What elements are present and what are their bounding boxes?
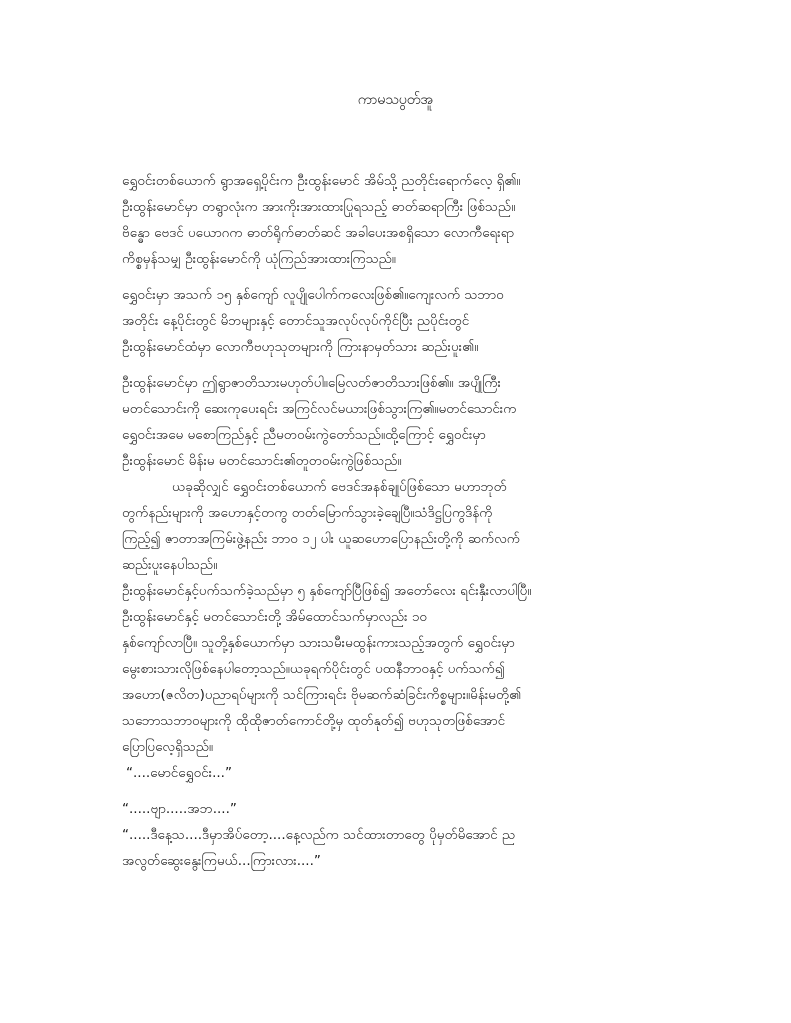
dialogue-line: “....မောင်ရွှေဝင်း...”	[126, 765, 232, 781]
dialogue-line: “.....ဗျာ.....အဘ....”	[122, 801, 237, 817]
text-line: နှစ်ကျော်လာပြီ။ သူတို့နှစ်ယောက်မှာ သားသမီးမထွန်းကားသည့်အတွက် ရွှေဝင်းမှာ	[122, 635, 515, 651]
text-line: ပြောပြလေ့ရှိသည်။	[122, 739, 214, 755]
paragraph-gap	[122, 360, 682, 370]
text-line: ရွှေဝင်းအမေ မစောကြည်နှင့် ညီမတဝမ်းကွဲတော်သည်။ထို့ကြောင့် ရွှေဝင်းမှာ	[122, 427, 486, 443]
document-title: ကာမသပွတ်အူ	[357, 92, 434, 108]
text-line: ရွှေဝင်းတစ်ယောက် ရွာအရှေ့ပိုင်းက ဦးထွန်းမောင် အိမ်သို့ ညတိုင်းရောက်လေ့ ရှိ၏။	[122, 173, 521, 189]
text-line: သဘောသဘာဝများကို ထိုထိုဇာတ်ကောင်တို့မှ ထုတ်နုတ်၍ ဗဟုသုတဖြစ်အောင်	[122, 713, 506, 729]
dialogue-line: “.....ဒီနေ့သ....ဒီမှာအိပ်တော့....နေ့လည်က သင်ထားတာတွေ ပိုမှတ်မိအောင် ည	[122, 827, 516, 843]
text-line: အတိုင်း နေ့ပိုင်းတွင် မိဘများနှင့် တောင်သူအလုပ်လုပ်ကိုင်ပြီး ညပိုင်းတွင်	[122, 313, 470, 329]
dialogue-line: အလွတ်ဆွေးနွေးကြမယ်...ကြားလား....”	[122, 853, 321, 869]
text-line: ဦးထွန်းမောင်နှင့် မတင်သောင်းတို့ အိမ်ထောင်သက်မှာလည်း ၁၀	[122, 609, 427, 625]
paragraph-gap	[122, 272, 682, 282]
text-line: ကိစ္စမှန်သမျှ ဦးထွန်းမောင်ကို ယုံကြည်အားထားကြသည်။	[122, 251, 396, 267]
text-line: ဆည်းပူးနေပါသည်။	[122, 557, 218, 573]
document-body	[122, 168, 682, 874]
text-line: ဦးထွန်းမောင်ထံမှာ လောကီဗဟုသုတများကို ကြားနာမှတ်သား ဆည်းပူး၏။	[122, 339, 479, 355]
text-line: ဦးထွန်းမောင်မှာ တရွာလုံးက အားကိုးအားထားပြုရသည့် ဓာတ်ဆရာကြီး ဖြစ်သည်။	[122, 199, 516, 215]
text-line: ဗိန္ဓော ဗေဒင် ပယောဂက ဓာတ်ရိုက်ဓာတ်ဆင် အခါပေးအစရှိသော လောကီရေးရာ	[122, 225, 515, 241]
text-line: ကြည့်၍ ဇာတာအကြမ်းဖွဲ့နည်း ဘာဝ ၁၂ ပါး ယူဆဟောပြောနည်းတို့ကို ဆက်လက်	[122, 531, 520, 547]
text-line: ဦးထွန်းမောင် မိန်းမ မတင်သောင်း၏တူတဝမ်းကွဲဖြစ်သည်။	[122, 453, 402, 469]
text-line: ရွှေဝင်းမှာ အသက် ၁၅ နှစ်ကျော် လူပျိုပေါက်ကလေးဖြစ်၏။ကျေးလက် သဘာဝ	[122, 287, 504, 303]
text-line: မတင်သောင်းကို ဆေးကုပေးရင်း အကြင်လင်မယားဖြစ်သွားကြ၏။မတင်သောင်းက	[122, 401, 517, 417]
text-line: ယခုဆိုလျှင် ရွှေဝင်းတစ်ယောက် ဗေဒင်အနစ်ချုပ်ဖြစ်သော မဟာဘုတ်	[172, 479, 507, 495]
text-line: အဟော(ဇလိတ)ပညာရပ်များကို သင်ကြားရင်း ဗိုမဆက်ဆံခြင်းကိစ္စများ။မိန်းမတို့၏	[122, 687, 522, 703]
text-line: ဦးထွန်းမောင်မှာ ဤရွာဇာတိသားမဟုတ်ပါ။မြေလတ်ဇာတိသားဖြစ်၏။ အပျိုကြီး	[122, 375, 501, 391]
paragraph-gap	[122, 786, 682, 796]
text-line: မွေးစားသားလိုဖြစ်နေပါတော့သည်။ယခုရက်ပိုင်းတွင် ပထနီဘာဝနှင့် ပက်သက်၍	[122, 661, 505, 677]
text-line: ဦးထွန်းမောင်နှင့်ပက်သက်ခဲ့သည်မှာ ၅ နှစ်ကျော်ပြီဖြစ်၍ အတော်လေး ရင်းနှီးလာပါပြီ။	[122, 583, 532, 599]
text-line: တွက်နည်းများကို အဟောနှင့်တကွ တတ်မြောက်သွားခဲ့ချေပြီ။သံဒိဋ္ဌပြကွဒိန်ကို	[122, 505, 493, 521]
